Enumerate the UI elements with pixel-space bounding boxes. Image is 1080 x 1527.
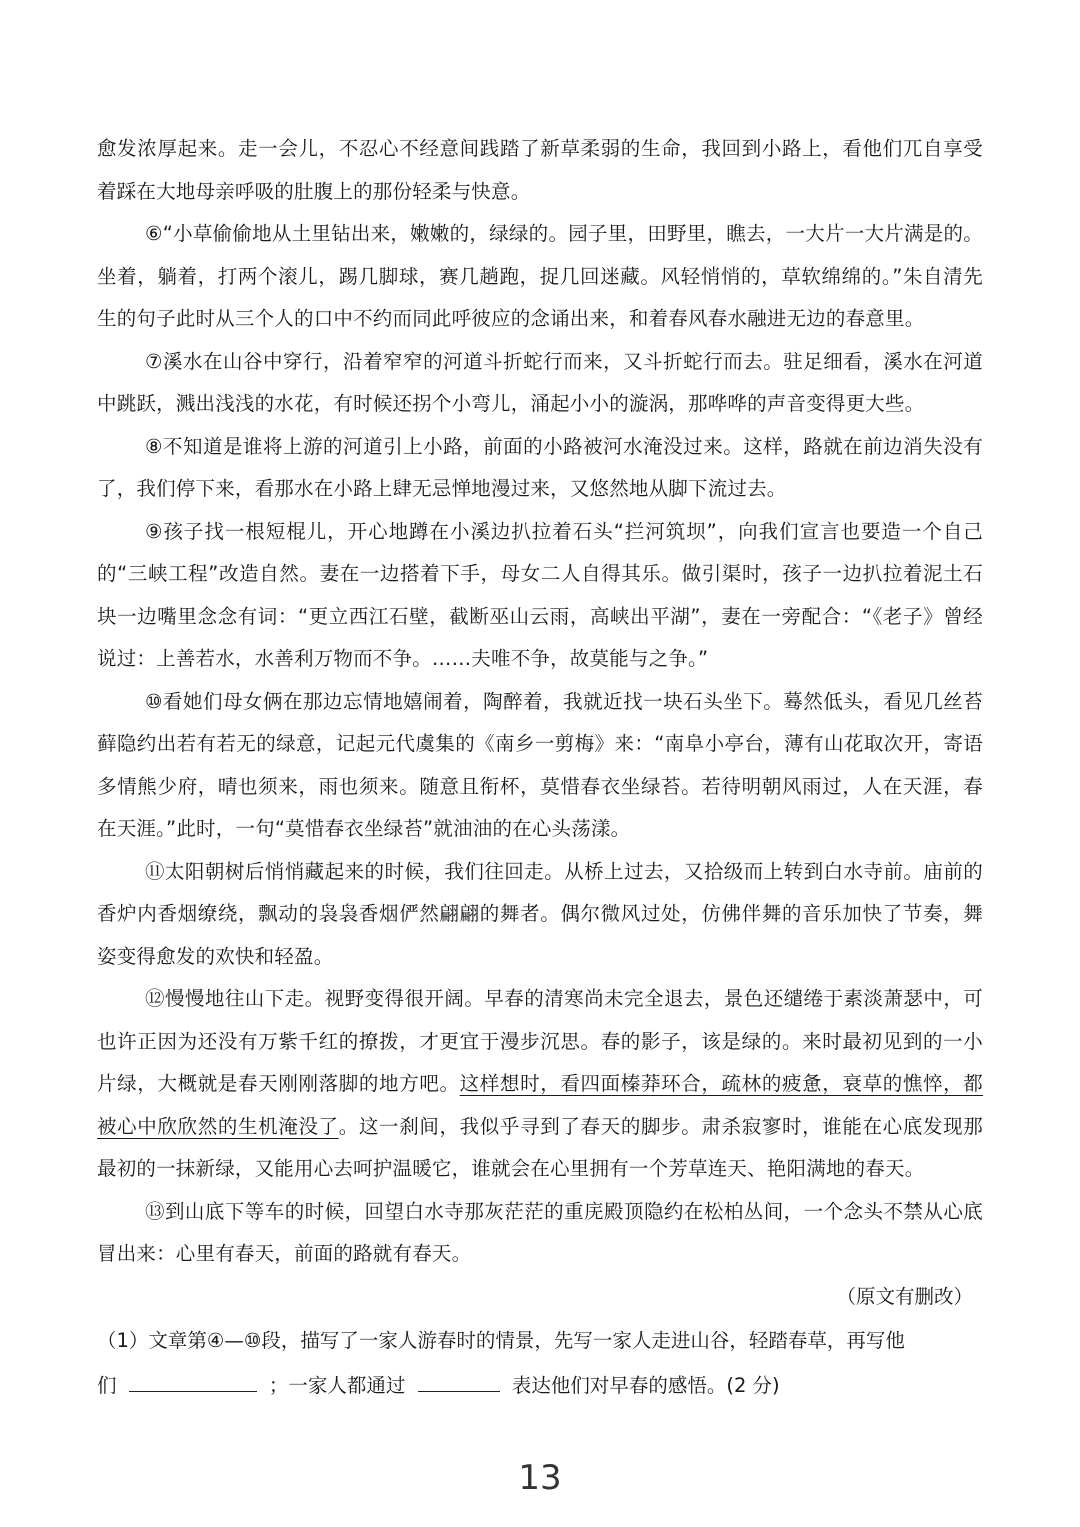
question-text-c: 表达他们对早春的感悟。(2 分)	[511, 1373, 780, 1397]
source-note: （原文有删改）	[836, 1284, 973, 1308]
paragraph-text: ⑨孩子找一根短棍儿，开心地蹲在小溪边扒拉着石头“拦河筑坝”，向我们宣言也要造一个自己的“三峡工程”改造自然。妻在一边搭着下手，母女二人自得其乐。做引渠时，孩子一边扒拉着泥土石块一边嘴里念念有词：“更立西江石壁，截断巫山云雨，高峡出平湖”，妻在一旁配合：“《老子》曾经说过：上善若水，水善利万物而不争。……夫唯不争，故莫能与之争。”	[97, 519, 983, 670]
paragraph-p5-tail	[97, 128, 983, 213]
paragraph-text: ⑬到山底下等车的时候，回望白水寺那灰茫茫的重庑殿顶隐约在松柏丛间，一个念头不禁从心底冒出来：心里有春天，前面的路就有春天。	[97, 1199, 983, 1265]
paragraph-text: ⑩看她们母女俩在那边忘情地嬉闹着，陶醉着，我就近找一块石头坐下。蓦然低头，看见几丝苔藓隐约出若有若无的绿意，记起元代虞集的《南乡一剪梅》来：“南阜小亭台，薄有山花取次开，寄语多情熊少府，晴也须来，雨也须来。随意且衔杯，莫惜春衣坐绿苔。若待明朝风雨过，人在天涯，春在天涯。”此时，一句“莫惜春衣坐绿苔”就油油的在心头荡漾。	[97, 689, 983, 840]
paragraph-text: 。这一刹间，我似乎寻到了春天的脚步。肃杀寂寥时，谁能在心底发现那最初的一抹新绿，又能用心去呵护温暖它，谁就会在心里拥有一个芳草连天、艳阳满地的春天。	[97, 1114, 983, 1180]
paragraph-p13	[97, 1191, 983, 1276]
paragraph-p7	[97, 341, 983, 426]
answer-blank-1[interactable]	[129, 1369, 257, 1392]
paragraph-text: ⑧不知道是谁将上游的河道引上小路，前面的小路被河水淹没过来。这样，路就在前边消失没有了，我们停下来，看那水在小路上肆无忌惮地漫过来，又悠然地从脚下流过去。	[97, 434, 983, 500]
document-body	[97, 128, 983, 1407]
paragraph-text: ⑪太阳朝树后悄悄藏起来的时候，我们往回走。从桥上过去，又拾级而上转到白水寺前。庙前的香炉内香烟缭绕，飘动的袅袅香烟俨然翩翩的舞者。偶尔微风过处，仿佛伴舞的音乐加快了节奏，舞姿变得愈发的欢快和轻盈。	[97, 859, 983, 968]
paragraph-text: 愈发浓厚起来。走一会儿，不忍心不经意间践踏了新草柔弱的生命，我回到小路上，看他们兀自享受着踩在大地母亲呼吸的肚腹上的那份轻柔与快意。	[97, 137, 983, 203]
question-text-b: ；一家人都通过	[268, 1373, 406, 1397]
question-line-2	[97, 1365, 983, 1408]
paragraph-p6	[97, 213, 983, 341]
page-number: 13	[518, 1458, 562, 1498]
answer-blank-2[interactable]	[418, 1369, 500, 1392]
paragraph-text: ⑫慢慢地往山下走。视野变得很开阔。早春的清寒尚未完全退去，景色还缱绻于素淡萧瑟中，可也许正因为还没有万紫千红的撩拨，才更宜于漫步沉思。春的影子，该是绿的。来时最初见到的一小片绿，大概就是春天刚刚落脚的地方吧。	[97, 987, 983, 1095]
question-text-a: 们	[97, 1373, 117, 1397]
paragraph-p12	[97, 978, 983, 1191]
question-1	[97, 1320, 983, 1407]
paragraph-text: ⑦溪水在山谷中穿行，沿着窄窄的河道斗折蛇行而来，又斗折蛇行而去。驻足细看，溪水在河道中跳跃，溅出浅浅的水花，有时候还拐个小弯儿，涌起小小的漩涡，那哗哗的声音变得更大些。	[97, 349, 983, 415]
question-line-1: （1）文章第④—⑩段，描写了一家人游春时的情景，先写一家人走进山谷，轻踏春草，再写他	[97, 1329, 905, 1352]
paragraph-p11	[97, 851, 983, 979]
paragraph-text: ⑥“小草偷偷地从土里钻出来，嫩嫩的，绿绿的。园子里，田野里，瞧去，一大片一大片满是的。坐着，躺着，打两个滚儿，踢几脚球，赛几趟跑，捉几回迷藏。风轻悄悄的，草软绵绵的。”朱自清先生的句子此时从三个人的口中不约而同此呼彼应的念诵出来，和着春风春水融进无边的春意里。	[97, 222, 983, 330]
underlined-sentence: 这样想时，看四面榛莽环合，疏林的疲惫，衰草的憔悴，都被心中欣欣然的生机淹没了	[97, 1072, 983, 1138]
paragraph-p10	[97, 681, 983, 851]
article-paragraphs	[97, 128, 983, 1276]
paragraph-p8	[97, 426, 983, 511]
paragraph-p9	[97, 511, 983, 681]
